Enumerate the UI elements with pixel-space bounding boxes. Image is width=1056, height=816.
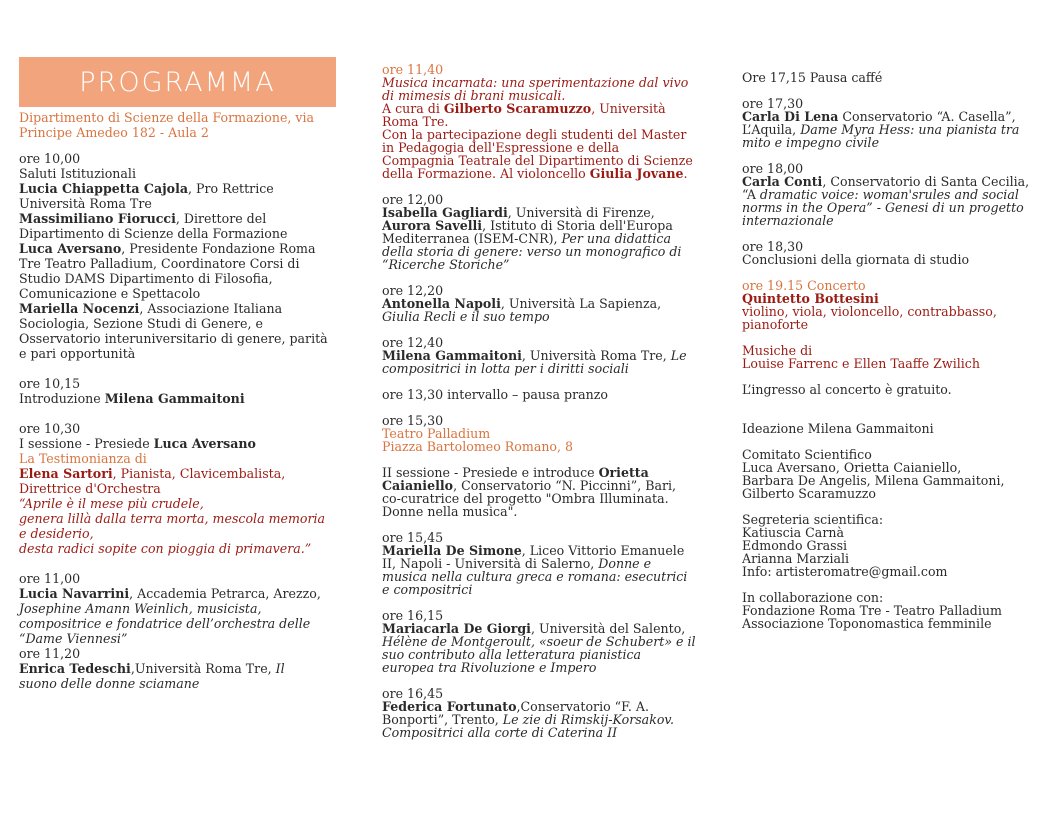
quote-line: “Aprile è il mese più crudele, [19, 496, 204, 511]
speaker-entry: Lucia Chiappetta Cajola, Pro Rettrice Università Roma Tre [19, 181, 274, 211]
slot-1545: ore 15,45 Mariella De Simone, Liceo Vittorio Emanuele II, Napoli - Università di Salerno, Donne e musica nella cultura greca e romana: esecutrici e compositrici [382, 531, 694, 596]
talk-title: Musica incarnata: una sperimentazione dal vivo di mimesis di brani musicali. [382, 75, 689, 103]
slot-1800: ore 18,00 Carla Conti, Conservatorio di Santa Cecilia, “A dramatic voice: woman'srules and social norms in the Opera” - Genesi di un progetto internazionale [742, 162, 1034, 227]
time-label: ore 16,45 [382, 686, 444, 701]
slot-1645: ore 16,45 Federica Fortunato,Conservatorio “F. A. Bonporti”, Trento, Le zie di Rimskij-Korsakov. Compositrici alla corte di Caterina II [382, 687, 682, 739]
quote-line: genera lillà dalla terra morta, mescola memoria e desiderio, [19, 511, 326, 541]
time-label: ore 12,00 [382, 192, 444, 207]
slot-1015: ore 10,15 Introduzione Milena Gammaitoni [19, 376, 331, 406]
quote-line: desta radici sopite con pioggia di primavera.” [19, 541, 312, 556]
time-label: ore 16,15 [382, 608, 444, 623]
slot-1830: ore 18,30 Conclusioni della giornata di studio [742, 240, 1032, 266]
time-label: ore 18,00 [742, 161, 804, 176]
slot-1140: ore 11,40 Musica incarnata: una sperimentazione dal vivo di mimesis di brani musicali. A cura di Gilberto Scaramuzzo, Università Roma Tre. Con la partecipazione degli studenti del Master in Pedagogia dell'Espressione e della Compagnia Teatrale del Dipartimento di Scienze della Formazione. Al violoncello Giulia Jovane. [382, 62, 693, 181]
comitato-scientifico: Comitato Scientifico Luca Aversano, Orietta Caianiello, Barbara De Angelis, Milena Gammaitoni, Gilberto Scaramuzzo [742, 447, 1005, 501]
composers: Louise Farrenc e Ellen Taaffe Zwilich [742, 356, 980, 371]
slot-1200: ore 12,00 Isabella Gagliardi, Università di Firenze, Aurora Savelli, Istituto di Storia dell'Europa Mediterranea (ISEM-CNR), Per una didattica della storia di genere: verso un monografico di “Ricerche Storiche” [382, 193, 696, 271]
talk-title: Josephine Amann Weinlich, musicista, compositrice e fondatrice dell’orchestra delle “Dame Viennesi” [19, 601, 311, 646]
ideazione: Ideazione Milena Gammaitoni [742, 421, 934, 436]
collaboration: In collaborazione con: Fondazione Roma Tre - Teatro Palladium Associazione Toponomastica femminile [742, 590, 1002, 631]
time-label: ore 10,00 [19, 151, 81, 166]
slot-1030: ore 10,30 I sessione - Presiede Luca Aversano La Testimonianza di Elena Sartori, Pianista, Clavicembalista, Direttrice d'Orchestra “Aprile è il mese più crudele, genera lillà dalla terra morta, mescola memoria e desiderio, desta radici sopite con pioggia di primavera.” [19, 421, 331, 556]
time-label: ore 15,45 [382, 530, 444, 545]
slot-1220: ore 12,20 Antonella Napoli, Università La Sapienza, Giulia Recli e il suo tempo [382, 284, 694, 323]
time-label: ore 12,20 [382, 283, 444, 298]
time-label: ore 11,00 [19, 571, 81, 586]
venue-name: Teatro Palladium [382, 426, 491, 441]
slot-1240: ore 12,40 Milena Gammaitoni, Università Roma Tre, Le compositrici in lotta per i diritti sociali [382, 336, 694, 375]
slot-1730: ore 17,30 Carla Di Lena Conservatorio “A. Casella”, L’Aquila, Dame Myra Hess: una pianista tra mito e impegno civile [742, 97, 1032, 149]
speaker-entry: Mariella Nocenzi, Associazione Italiana Sociologia, Sezione Studi di Genere, e Osservatorio interuniversitario di genere, parità e pari opportunità [19, 301, 328, 361]
time-label: ore 10,30 [19, 421, 81, 436]
time-label: ore 12,40 [382, 335, 444, 350]
time-label: ore 18,30 [742, 239, 804, 254]
speaker-entry: Luca Aversano, Presidente Fondazione Roma Tre Teatro Palladium, Coordinatore Corsi di Studio DAMS Dipartimento di Filosofia, Comunicazione e Spettacolo [19, 241, 316, 301]
slot-1715: Ore 17,15 Pausa caffé [742, 70, 883, 85]
slot-1615: ore 16,15 Mariacarla De Giorgi, Università del Salento, Hélène de Montgeroult, «soeur de Schubert» e il suo contributo alla letteratura pianistica europea tra Rivoluzione e Impero [382, 608, 696, 675]
programma-title-banner [19, 57, 336, 107]
testimony-title: La Testimonianza di [19, 451, 147, 466]
time-label: ore 11,20 [19, 646, 81, 661]
slot-1330: ore 13,30 intervallo – pausa pranzo [382, 387, 608, 402]
speaker-entry: Massimiliano Fiorucci, Direttore del Dipartimento di Scienze della Formazione [19, 211, 288, 241]
music-by: Musiche di Louise Farrenc e Ellen Taaffe Zwilich [742, 344, 1032, 370]
venue-text: Dipartimento di Scienze della Formazione, via Principe Amedeo 182 - Aula 2 [19, 110, 315, 140]
page-title: PROGRAMMA [79, 66, 276, 98]
contact-email: Info: artisteromatre@gmail.com [742, 564, 948, 579]
time-label: ore 10,15 [19, 376, 81, 391]
slot-1120: ore 11,20 Enrica Tedeschi,Università Roma Tre, Il suono delle donne sciamane [19, 646, 319, 691]
venue-address: Piazza Bartolomeo Romano, 8 [382, 439, 574, 454]
time-label: ore 11,40 [382, 62, 444, 77]
time-label: ore 19.15 Concerto [742, 278, 866, 293]
performer-entry: Elena Sartori, Pianista, Clavicembalista, Direttrice d'Orchestra [19, 466, 286, 496]
ensemble-instruments: violino, viola, violoncello, contrabbasso, pianoforte [742, 304, 997, 332]
slot-1100: ore 11,00 Lucia Navarrini, Accademia Petrarca, Arezzo, Josephine Amann Weinlich, musicista, compositrice e fondatrice dell’orchestra delle “Dame Viennesi” [19, 571, 331, 646]
ensemble-name: Quintetto Bottesini [742, 291, 879, 306]
slot-1530 [382, 414, 694, 453]
slot-1915-concert [742, 279, 1032, 331]
segreteria-scientifica: Segreteria scientifica: Katiuscia Carnà Edmondo Grassi Arianna Marziali Info: artisteromatre@gmail.com [742, 513, 1032, 578]
slot-heading: Saluti Istituzionali [19, 166, 136, 181]
free-entry-note: L’ingresso al concerto è gratuito. [742, 382, 952, 397]
time-label: ore 17,30 [742, 96, 804, 111]
session-2: II sessione - Presiede e introduce Orietta Caianiello, Conservatorio “N. Piccinni”, Bari, co-curatrice del progetto "Ombra Illuminata. Donne nella musica". [382, 465, 677, 519]
time-label: ore 15,30 [382, 413, 444, 428]
slot-1000 [19, 151, 331, 361]
